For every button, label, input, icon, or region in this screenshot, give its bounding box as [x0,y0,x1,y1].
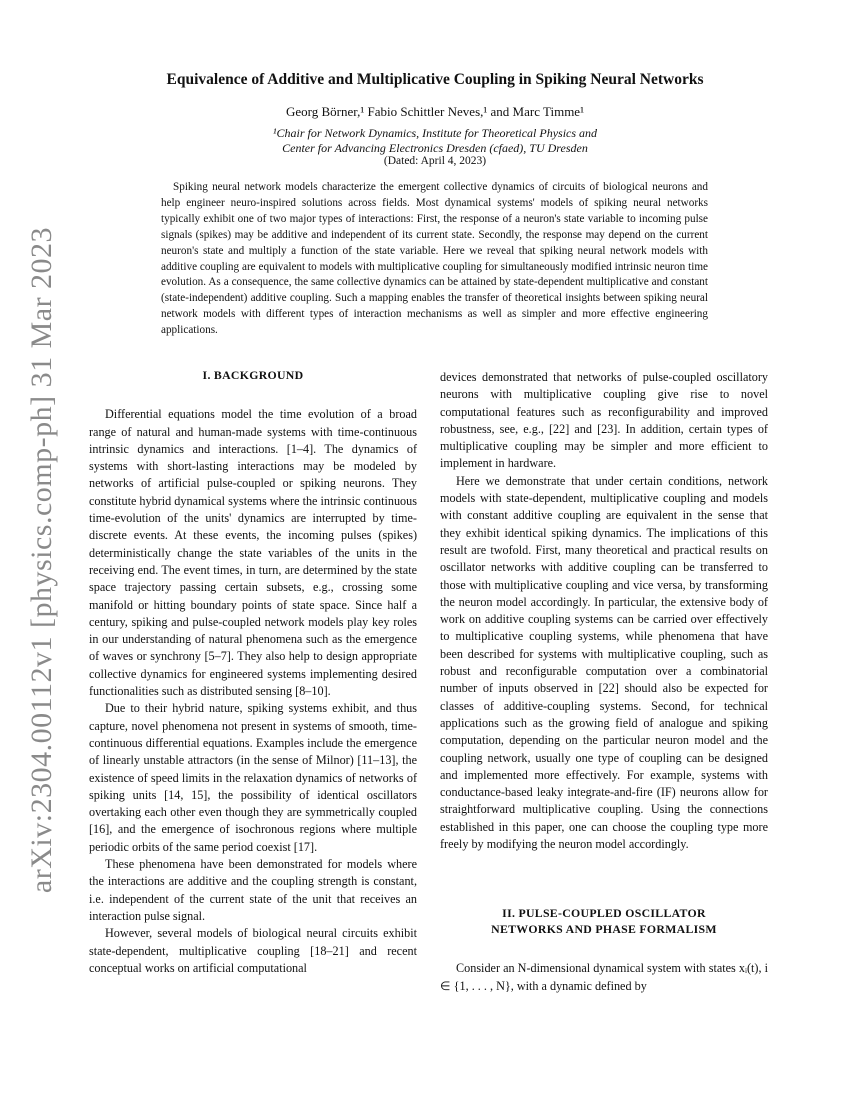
body-paragraph: These phenomena have been demonstrated for models where the interactions are additive and the coupling strength is constant, i.e. independent of the current state of the unit that receives an interaction pulse signal. [89,857,417,923]
affiliation [90,126,780,156]
body-paragraph: Due to their hybrid nature, spiking systems exhibit, and thus capture, novel phenomena not present in systems of smooth, time-continuous differential equations. Examples include the emergence of linearly unstable attractors (in the sense of Milnor) [11–13], the existence of speed limits in the relaxation dynamics of networks of spiking units [14, 15], the possibility of identical oscillators overtaking each other even though they are symmetrically coupled [16], and the emergence of isochronous regions where multiple periodic orbits of the same period coexist [17]. [89,701,417,854]
affiliation-line: Center for Advancing Electronics Dresden (cfaed), TU Dresden [282,141,588,155]
body-paragraph: Consider an N-dimensional dynamical system with states xᵢ(t), i ∈ {1, . . . , N}, with a dynamic defined by [440,961,768,993]
arxiv-sidebar [18,226,66,894]
section-heading [440,905,768,937]
arxiv-identifier: arXiv:2304.00112v1 [physics.comp-ph] 31 Mar 2023 [25,226,59,894]
affiliation-line: ¹Chair for Network Dynamics, Institute for Theoretical Physics and [272,126,598,140]
abstract: Spiking neural network models characterize the emergent collective dynamics of circuits of biological neurons and help engineer neuro-inspired solutions across fields. Most dynamical systems' models of spiking neural networks typically exhibit one of two major types of interactions: First, the response of a neuron's state variable to incoming pulse signals (spikes) may be additive and independent of its current state. Secondly, the response may depend on the current neuron's state and multiply a function of the state variable. Here we reveal that spiking neural network models with additive coupling are equivalent to models with multiplicative coupling for simultaneously modified intrinsic neuron time evolution. As a consequence, the same collective dynamics can be attained by state-dependent multiplicative and constant (state-independent) additive coupling. Such a mapping enables the transfer of theoretical insights between spiking neural network models with different types of interaction mechanisms as well as simpler and more effective engineering applications. [161,181,708,337]
author-list: Georg Börner,¹ Fabio Schittler Neves,¹ and Marc Timme¹ [286,104,584,119]
body-paragraph: Here we demonstrate that under certain conditions, network models with state-dependent, multiplicative coupling and models with constant additive coupling are equivalent in the sense that they exhibit identical spiking dynamics. The implications of this result are twofold. First, many theoretical and practical results on oscillator networks with additive coupling can be transferred to those with multiplicative coupling and vice versa, by transforming the neuron model accordingly. In particular, the extensive body of work on additive coupling systems can be carried over effectively to multiplicative coupling systems, while phenomena that have been described for systems with multiplicative coupling, such as robust and reconfigurable computation over a combinatorial number of inputs observed in [22] should also be expected for classes of additive-coupling systems. Second, for technical applications such as the growing field of analogue and spiking computation, depending on the particular neuron model and the coupling network, usually one type of coupling can be designed and implemented more effectively. For example, systems with conductance-based leaky integrate-and-fire (IF) neurons allow for straightforward multiplicative coupling. Using the connections established in this paper, one can choose the coupling type more freely by modifying the neuron model accordingly. [440,473,768,852]
left-column [89,367,417,977]
section-heading: I. BACKGROUND [202,368,304,382]
body-paragraph: devices demonstrated that networks of pulse-coupled oscillatory neurons with multiplicative coupling give rise to novel computational features such as reconfigurability and improved robustness, see, e.g., [22] and [23]. In addition, certain types of multiplicative coupling may be simpler and more efficient to implement in hardware. [440,370,768,471]
date-line: (Dated: April 4, 2023) [383,155,487,167]
right-column [440,369,768,995]
body-paragraph: Differential equations model the time evolution of a broad range of natural and human-made systems with time-continuous intrinsic dynamics and interactions. [1–4]. The dynamics of systems with short-lasting interactions may be modeled by networks of artificial pulse-coupled or spiking neurons. They constitute hybrid dynamical systems where the intrinsic continuous time-evolution of the units' dynamics are interrupted by time-discrete events. At these events, the incoming pulses (spikes) deterministically change the state variables of the units in the receiving end. The event times, in turn, are determined by the state space trajectory passing certain subsets, e.g., crossing some manifold or hitting boundary points of state space. Since half a century, spiking and pulse-coupled network models play key roles in our understanding of natural phenomena such as the emergence of waves or synchrony [5–7]. They also help to design appropriate collective dynamics for engineered systems implementing desired functionalities such as distributed sensing [8–10]. [89,407,417,699]
paper-title: Equivalence of Additive and Multiplicative Coupling in Spiking Neural Networks [166,71,704,88]
section-heading-line: II. PULSE-COUPLED OSCILLATOR [502,906,706,921]
section-heading-line: NETWORKS AND PHASE FORMALISM [491,922,717,937]
body-paragraph: However, several models of biological neural circuits exhibit state-dependent, multiplicative coupling [18–21] and recent conceptual works on artificial computational [89,926,417,975]
